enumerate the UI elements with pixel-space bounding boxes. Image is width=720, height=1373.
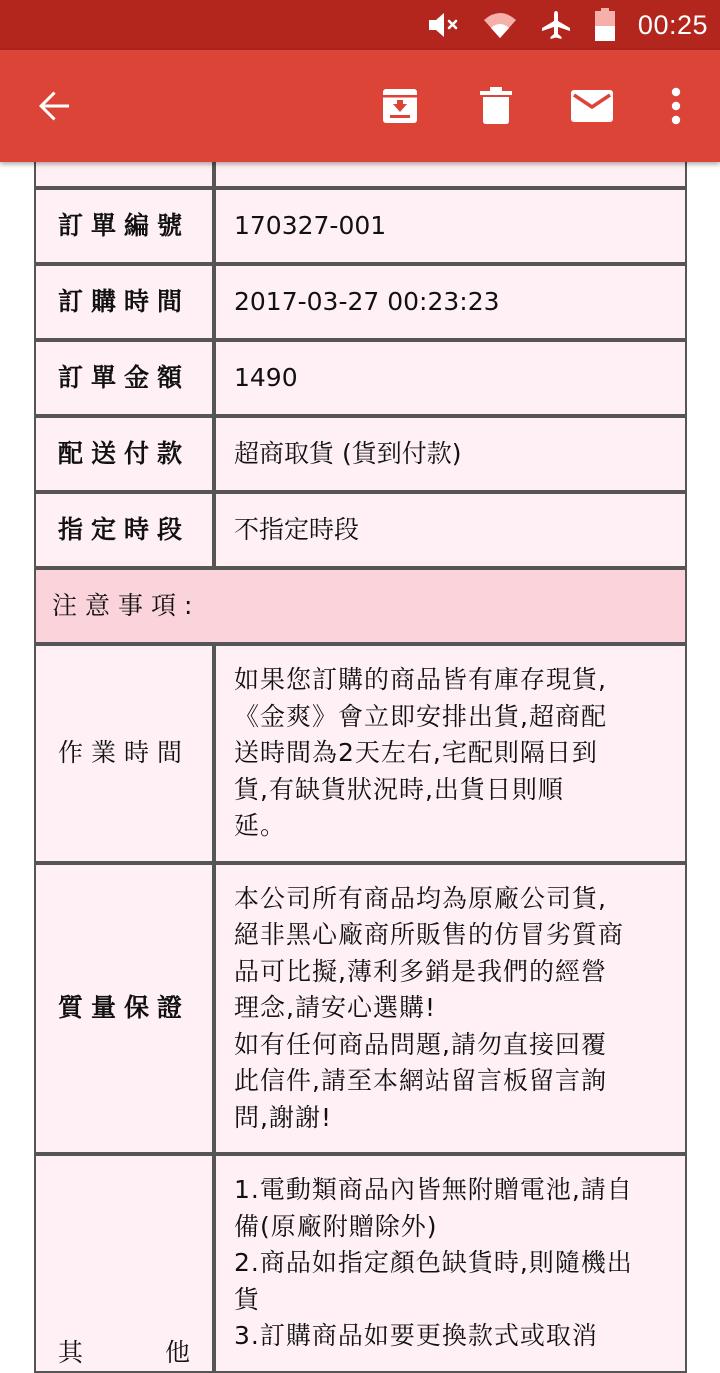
text-line: 如果您訂購的商品皆有庫存現貨, xyxy=(234,665,607,694)
text-line: 此信件,請至本網站留言板留言詢 xyxy=(234,1066,607,1095)
notice-header: 注意事項: xyxy=(34,568,687,644)
clock: 00:25 xyxy=(637,9,708,40)
table-row xyxy=(34,1154,687,1373)
text-line: 延。 xyxy=(234,811,287,840)
quality-guarantee-label: 質量保證 xyxy=(34,863,214,1155)
time-slot-label: 指定時段 xyxy=(34,492,214,568)
table-row xyxy=(34,340,687,416)
text-line: 問,謝謝! xyxy=(234,1102,332,1132)
trash-icon xyxy=(479,86,513,126)
mail-button[interactable] xyxy=(562,76,622,136)
delivery-payment-value: 超商取貨 (貨到付款) xyxy=(214,416,687,492)
text-line: 品可比擬,薄利多銷是我們的經營 xyxy=(234,956,607,986)
more-vert-icon xyxy=(670,86,682,126)
quality-guarantee-text xyxy=(214,863,687,1155)
archive-button[interactable] xyxy=(370,76,430,136)
order-time-label: 訂購時間 xyxy=(34,264,214,340)
text-line: 1.電動類商品內皆無附贈電池,請自 xyxy=(234,1175,633,1204)
order-number-value: 170327-001 xyxy=(214,188,687,264)
text-line: 2.商品如指定顏色缺貨時,則隨機出 xyxy=(234,1248,633,1277)
table-row xyxy=(34,416,687,492)
order-amount-label: 訂單金額 xyxy=(34,340,214,416)
table-row xyxy=(34,264,687,340)
other-text xyxy=(214,1154,687,1373)
table-row xyxy=(34,188,687,264)
wifi-icon xyxy=(482,10,518,40)
mail-icon xyxy=(570,88,614,124)
delete-button[interactable] xyxy=(466,76,526,136)
processing-time-label: 作業時間 xyxy=(34,644,214,863)
mute-icon xyxy=(426,10,460,40)
text-line: 絕非黑心廠商所販售的仿冒劣質商 xyxy=(234,920,625,949)
app-bar xyxy=(0,50,720,162)
table-row xyxy=(34,568,687,644)
time-slot-value: 不指定時段 xyxy=(214,492,687,568)
table-row xyxy=(34,492,687,568)
text-line: 如有任何商品問題,請勿直接回覆 xyxy=(234,1029,607,1059)
more-options-button[interactable] xyxy=(646,76,706,136)
battery-icon xyxy=(594,8,616,42)
text-line: 3.訂購商品如要更換款式或取消 xyxy=(234,1321,598,1350)
text-line: 貨 xyxy=(234,1284,261,1314)
order-number-label: 訂單編號 xyxy=(34,188,214,264)
text-line: 備(原廠附贈除外) xyxy=(234,1211,438,1241)
order-amount-value: 1490 xyxy=(214,340,687,416)
text-line: 理念,請安心選購! xyxy=(234,993,436,1022)
other-label-right: 他 xyxy=(164,1337,190,1367)
table-row xyxy=(34,863,687,1155)
airplane-icon xyxy=(540,9,572,41)
delivery-payment-label: 配送付款 xyxy=(34,416,214,492)
text-line: 《金爽》會立即安排出貨,超商配 xyxy=(234,701,607,731)
other-label xyxy=(34,1154,214,1373)
processing-time-text xyxy=(214,644,687,863)
other-label-left: 其 xyxy=(58,1337,84,1367)
order-time-value: 2017-03-27 00:23:23 xyxy=(214,264,687,340)
text-line: 本公司所有商品均為原廠公司貨, xyxy=(234,883,607,913)
text-line: 送時間為2天左右,宅配則隔日到 xyxy=(234,738,598,767)
archive-icon xyxy=(380,86,420,126)
status-bar xyxy=(0,0,720,50)
text-line: 貨,有缺貨狀況時,出貨日則順 xyxy=(234,774,564,804)
table-row xyxy=(34,644,687,863)
email-body[interactable] xyxy=(0,162,720,1367)
arrow-back-icon xyxy=(36,88,72,124)
order-table xyxy=(34,112,687,1373)
back-button[interactable] xyxy=(24,76,84,136)
